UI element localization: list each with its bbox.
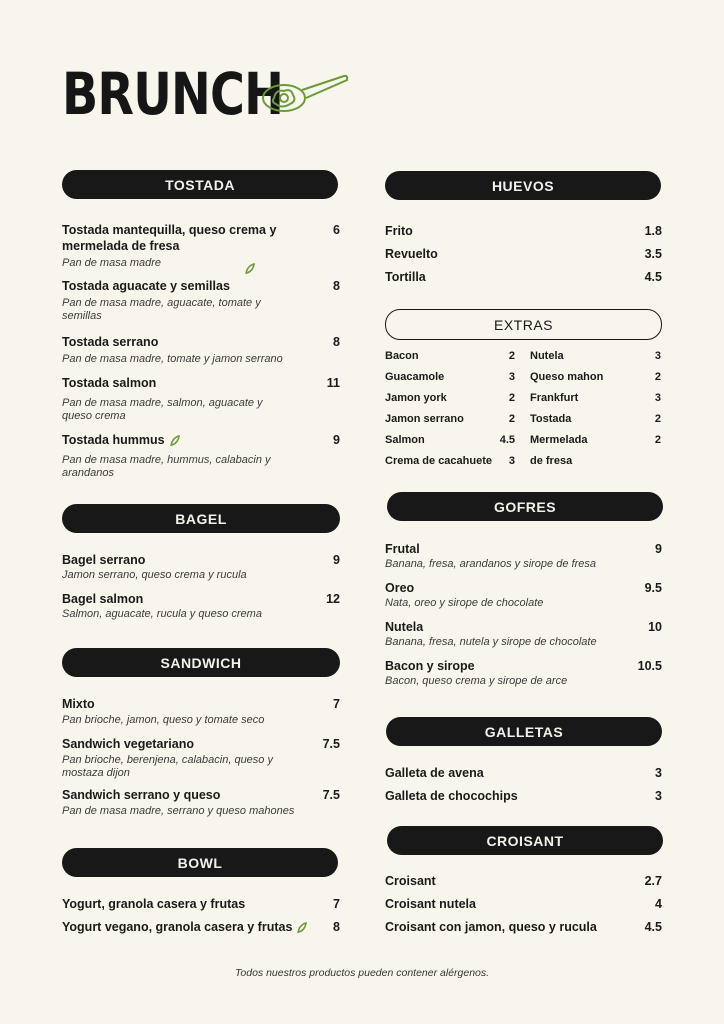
item-price: 7: [333, 697, 340, 711]
item-description: Pan de masa madre, aguacate, tomate y semillas: [62, 297, 261, 322]
list-item: Mermelada 2: [530, 434, 661, 446]
menu-item: [385, 619, 662, 649]
item-description: Banana, fresa, nutela y sirope de chocolate: [385, 636, 597, 648]
item-description: Pan brioche, jamon, queso y tomate seco: [62, 714, 265, 726]
item-name: Bacon y sirope: [385, 659, 475, 673]
item-price: 6: [333, 223, 340, 237]
item-name: Bagel serrano: [62, 553, 146, 567]
section-header-gofres: GOFRES: [387, 492, 663, 521]
menu-item: [385, 788, 662, 804]
list-item: Bacon 2: [385, 350, 515, 362]
item-name: Tortilla: [385, 270, 426, 284]
item-description: Bacon, queso crema y sirope de arce: [385, 675, 568, 687]
section-header-galletas: GALLETAS: [386, 717, 662, 746]
menu-item: [62, 696, 340, 727]
menu-item: [62, 552, 340, 582]
section-header-bowl: BOWL: [62, 848, 338, 877]
frying-pan-egg-icon: [258, 70, 350, 116]
menu-item: Tostada mantequilla, queso crema y mermelada de fresa 6 Pan de masa madre: [62, 223, 340, 269]
menu-item: [62, 919, 340, 935]
vegan-leaf-icon: [169, 434, 181, 448]
item-description: Pan de masa madre, tomate y jamon serrano: [62, 353, 283, 365]
section-header-bagel: BAGEL: [62, 504, 340, 533]
menu-item: [385, 580, 662, 610]
item-price: 3.5: [644, 247, 662, 261]
item-price: 9: [333, 553, 340, 567]
list-item: Queso mahon 2: [530, 371, 661, 383]
item-price: 10: [648, 620, 662, 634]
item-description: Pan brioche, berenjena, calabacin, queso y mostaza dijon: [62, 754, 273, 779]
item-price: 9.5: [644, 581, 662, 595]
item-price: 10.5: [637, 659, 662, 673]
page-title: BRUNCH: [62, 60, 284, 128]
menu-item: [62, 278, 340, 323]
item-price: 11: [326, 376, 340, 390]
item-name: Tostada hummus: [62, 433, 165, 447]
item-name: Sandwich serrano y queso: [62, 788, 221, 802]
list-item: de fresa: [530, 455, 573, 467]
item-description: Pan de masa madre: [62, 257, 162, 269]
list-item: Nutela 3: [530, 350, 661, 362]
item-name: Croisant nutela: [385, 897, 476, 911]
menu-item: [385, 658, 662, 688]
menu-item: [385, 246, 662, 262]
item-description: Pan de masa madre, hummus, calabacin y arandanos: [62, 454, 271, 479]
item-name: Frutal: [385, 542, 420, 556]
menu-item: [385, 873, 662, 889]
item-name: Croisant: [385, 874, 436, 888]
item-description: Salmon, aguacate, rucula y queso crema: [62, 608, 262, 620]
item-description: Nata, oreo y sirope de chocolate: [385, 597, 544, 609]
item-name: Mixto: [62, 697, 95, 711]
section-header-tostada: TOSTADA: [62, 170, 338, 199]
item-price: 4.5: [644, 270, 662, 284]
menu-item: [385, 541, 662, 571]
item-name: Frito: [385, 224, 413, 238]
item-name: Revuelto: [385, 247, 438, 261]
item-name: Yogurt, granola casera y frutas: [62, 897, 246, 911]
menu-item: [385, 269, 662, 285]
item-price: 1.8: [644, 224, 662, 238]
menu-item: [385, 765, 662, 781]
item-name: Sandwich vegetariano: [62, 737, 194, 751]
item-name: Yogurt vegano, granola casera y frutas: [62, 920, 293, 934]
item-price: 7.5: [322, 737, 340, 751]
vegan-leaf-icon: [244, 262, 256, 276]
section-header-sandwich: SANDWICH: [62, 648, 340, 677]
menu-item: [62, 334, 340, 366]
item-price: 8: [333, 335, 340, 349]
item-price: 2.7: [644, 874, 662, 888]
item-name: Bagel salmon: [62, 592, 144, 606]
list-item: Frankfurt 3: [530, 392, 661, 404]
section-header-croisant: CROISANT: [387, 826, 663, 855]
item-price: 7.5: [322, 788, 340, 802]
item-price: 12: [326, 592, 340, 606]
vegan-leaf-icon: [296, 921, 308, 935]
section-header-extras: EXTRAS: [385, 309, 662, 340]
item-price: 4: [655, 897, 662, 911]
extras-left-list: [385, 350, 515, 476]
item-price: 4.5: [644, 920, 662, 934]
menu-item: [62, 591, 340, 621]
item-name: Tostada salmon: [62, 376, 157, 390]
item-description: Pan de masa madre, serrano y queso mahones: [62, 805, 295, 817]
menu-item: [62, 896, 340, 912]
list-item: Jamon york 2: [385, 392, 515, 404]
menu-item: [62, 736, 340, 780]
item-name: Galleta de avena: [385, 766, 484, 780]
list-item: Crema de cacahuete 3: [385, 455, 515, 467]
item-price: 3: [655, 766, 662, 780]
item-description: Pan de masa madre, salmon, aguacate y queso crema: [62, 397, 263, 422]
allergen-footer-note: Todos nuestros productos pueden contener alérgenos.: [234, 967, 490, 979]
item-price: 7: [333, 897, 340, 911]
list-item: Tostada 2: [530, 413, 661, 425]
item-price: 9: [655, 542, 662, 556]
item-price: 8: [333, 279, 340, 293]
item-name: Galleta de chocochips: [385, 789, 518, 803]
menu-item: [62, 375, 340, 423]
menu-item: [62, 787, 340, 818]
menu-item: [385, 919, 662, 935]
item-price: 8: [333, 920, 340, 934]
list-item: Guacamole 3: [385, 371, 515, 383]
item-name: Nutela: [385, 620, 424, 634]
item-description: Banana, fresa, arandanos y sirope de fresa: [385, 558, 596, 570]
section-header-huevos: HUEVOS: [385, 171, 661, 200]
menu-item: [62, 432, 340, 480]
item-name: Tostada serrano: [62, 335, 159, 349]
menu-item: [385, 896, 662, 912]
item-name: Oreo: [385, 581, 415, 595]
item-name: Croisant con jamon, queso y rucula: [385, 920, 597, 934]
item-price: 9: [333, 433, 340, 447]
extras-right-list: [530, 350, 661, 476]
list-item: Jamon serrano 2: [385, 413, 515, 425]
item-description: Jamon serrano, queso crema y rucula: [62, 569, 247, 581]
list-item: Salmon 4.5: [385, 434, 515, 446]
item-name: Tostada aguacate y semillas: [62, 279, 230, 293]
item-price: 3: [655, 789, 662, 803]
menu-item: [385, 223, 662, 239]
